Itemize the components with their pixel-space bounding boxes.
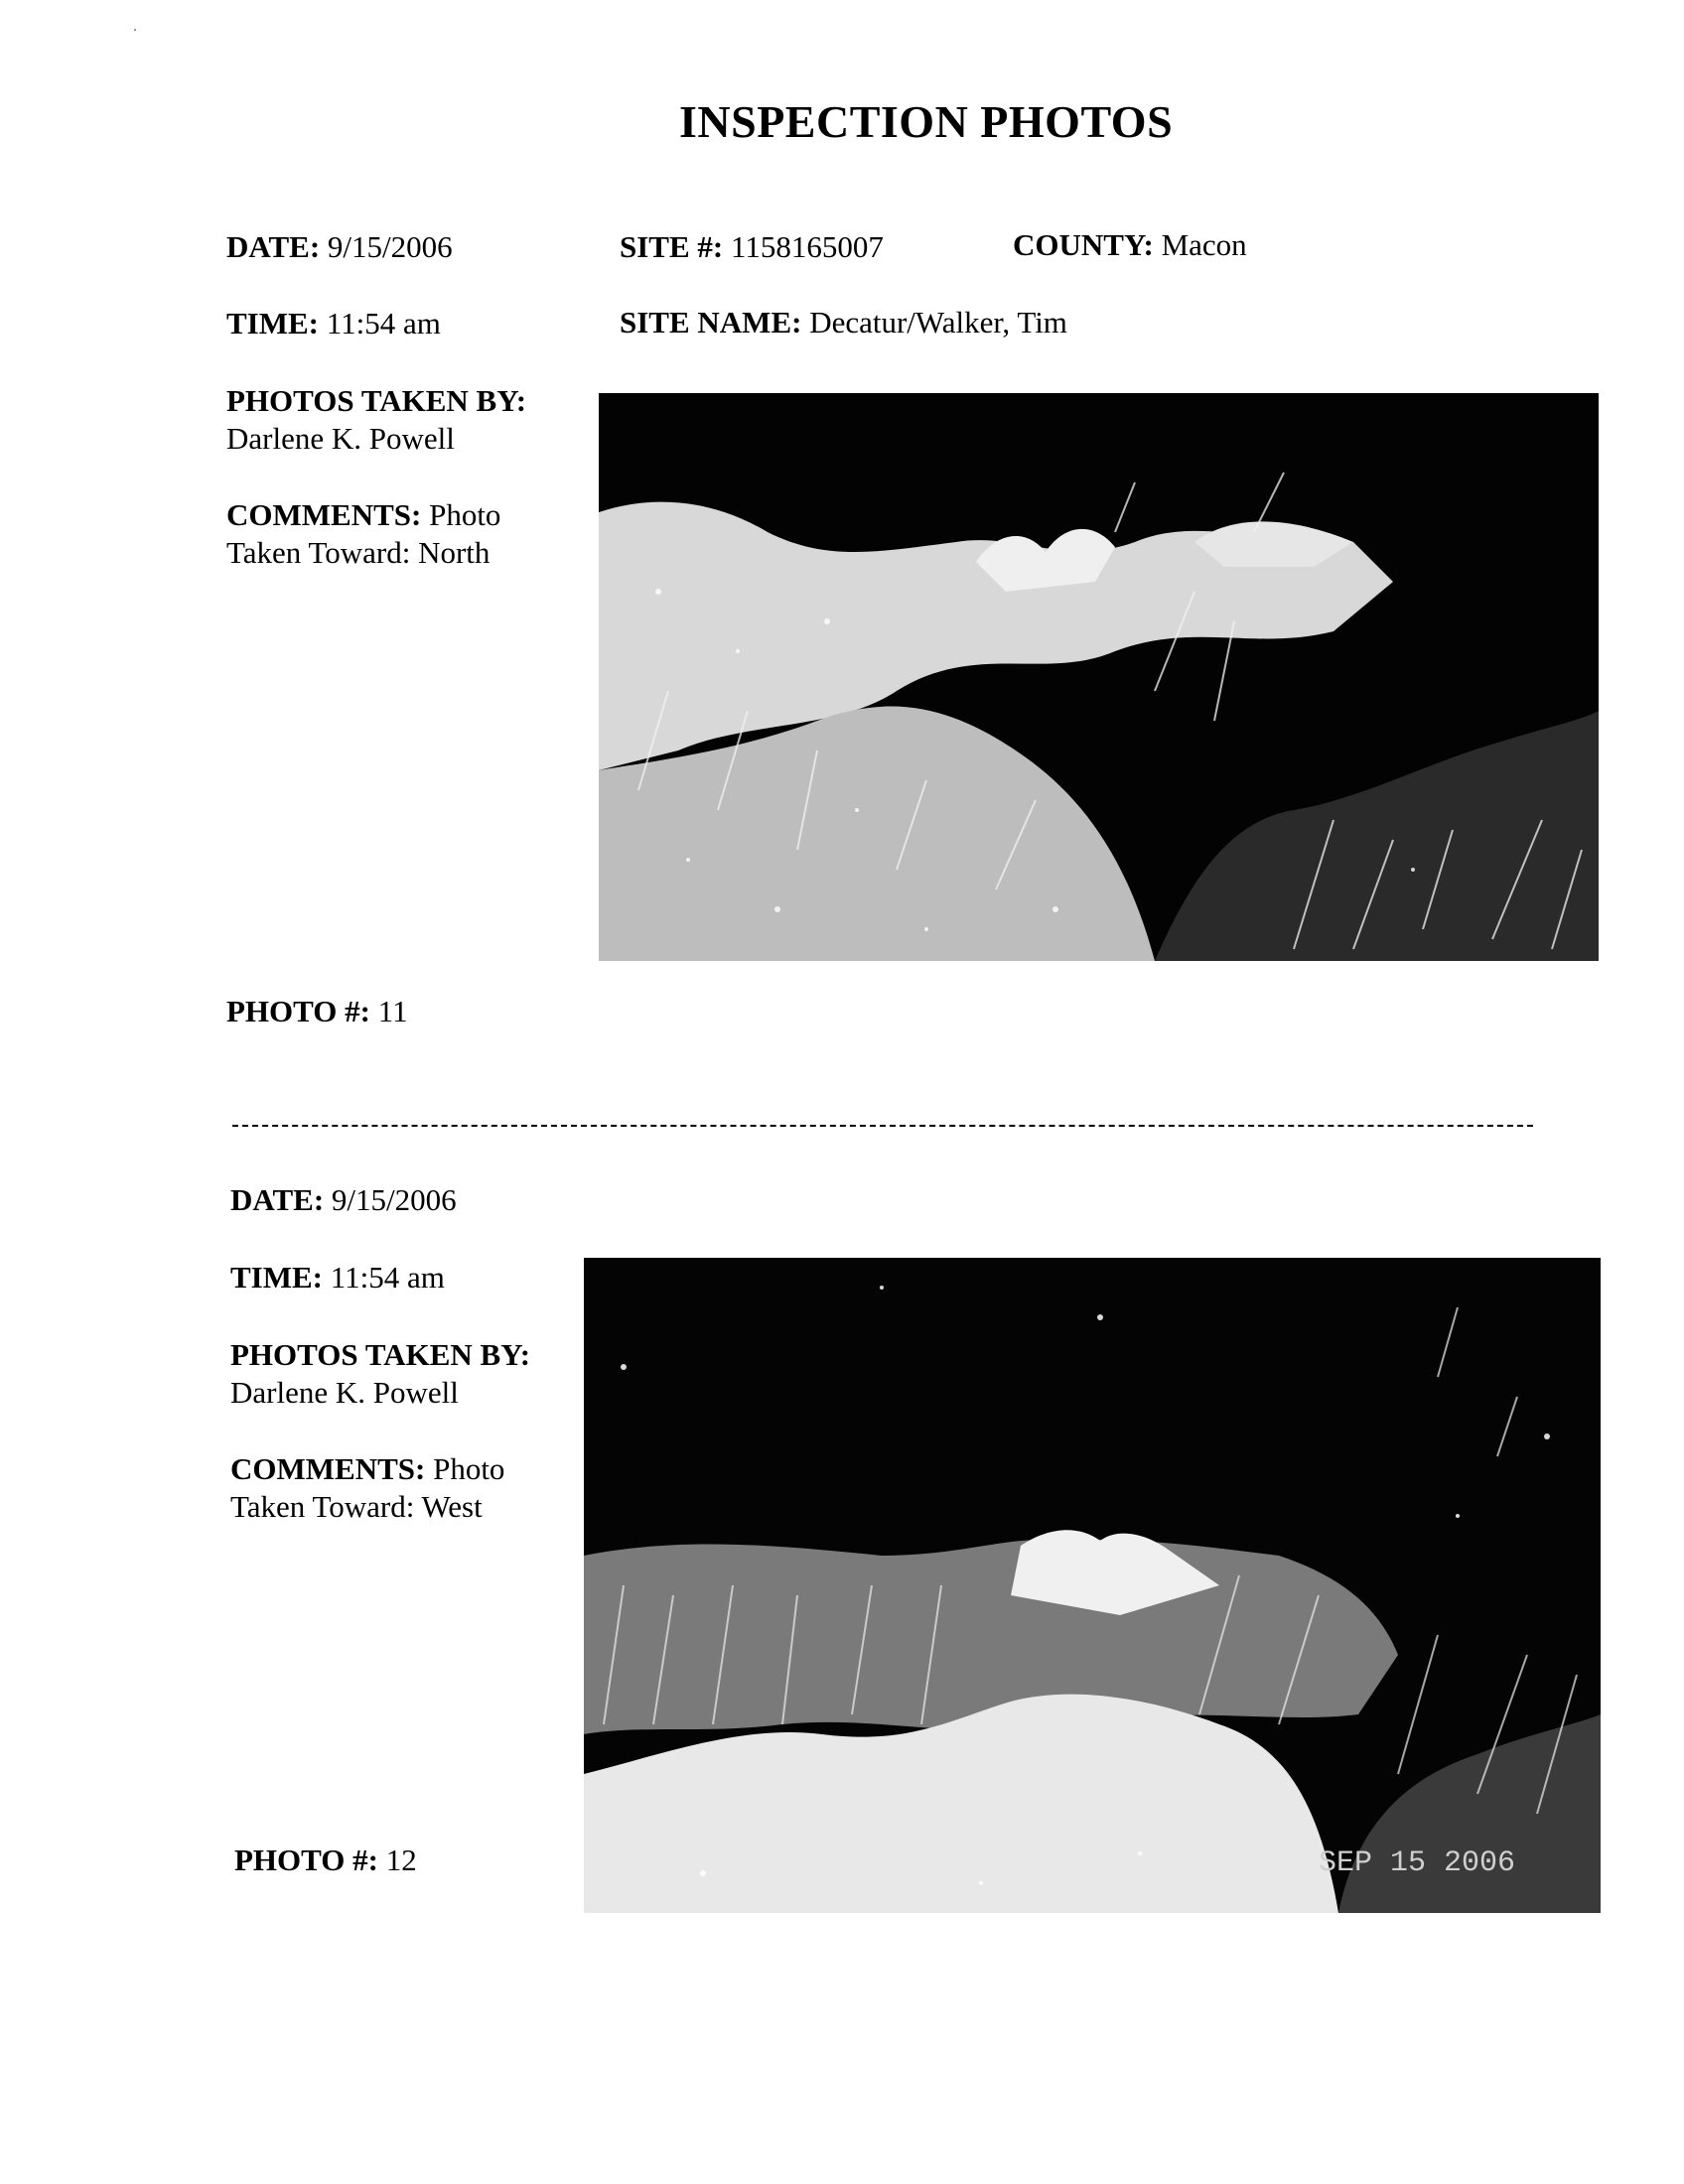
photos-taken-by-label: PHOTOS TAKEN BY: <box>226 383 527 418</box>
entry-1-time-row <box>226 305 441 342</box>
entry-2-time-row <box>230 1259 445 1297</box>
date-value: 9/15/2006 <box>327 229 453 264</box>
photos-taken-by-label: PHOTOS TAKEN BY: <box>230 1337 531 1372</box>
page-title: INSPECTION PHOTOS <box>679 96 1174 147</box>
entry-1-photo-number <box>226 993 408 1030</box>
entry-2-comments <box>230 1450 504 1526</box>
photographer-name: Darlene K. Powell <box>230 1375 459 1410</box>
photo-number-label: PHOTO #: <box>226 994 370 1028</box>
comments-label: COMMENTS: <box>230 1451 426 1486</box>
site-number-row <box>620 228 884 266</box>
photo-12-image <box>584 1258 1601 1913</box>
entry-2-photographer <box>230 1336 530 1412</box>
date-label: DATE: <box>230 1182 325 1217</box>
inspection-photo-11 <box>599 393 1599 961</box>
site-name-value: Decatur/Walker, Tim <box>809 305 1067 340</box>
entry-1-comments <box>226 496 500 572</box>
time-value: 11:54 am <box>326 306 441 341</box>
entry-2-date-row <box>230 1181 457 1219</box>
date-label: DATE: <box>226 229 321 264</box>
site-number-label: SITE #: <box>620 229 724 264</box>
scan-speck <box>134 29 136 31</box>
entry-1-date-row <box>226 228 453 266</box>
time-label: TIME: <box>226 306 319 341</box>
county-label: COUNTY: <box>1013 227 1154 262</box>
time-label: TIME: <box>230 1260 323 1295</box>
site-name-label: SITE NAME: <box>620 305 802 340</box>
photo-date-stamp: SEP 15 2006 <box>1319 1846 1516 1880</box>
comments-label: COMMENTS: <box>226 497 422 532</box>
site-number-value: 1158165007 <box>730 229 884 264</box>
time-value: 11:54 am <box>330 1260 445 1295</box>
date-value: 9/15/2006 <box>331 1182 457 1217</box>
photo-number-value: 12 <box>385 1843 417 1877</box>
section-divider <box>232 1125 1533 1127</box>
comment-line-2: Taken Toward: North <box>226 535 491 570</box>
comment-line-1: Photo <box>433 1451 505 1486</box>
site-name-row <box>620 304 1067 341</box>
photographer-name: Darlene K. Powell <box>226 421 455 456</box>
photo-number-value: 11 <box>377 994 408 1028</box>
county-value: Macon <box>1161 227 1247 262</box>
photo-number-label: PHOTO #: <box>234 1843 378 1877</box>
comment-line-2: Taken Toward: West <box>230 1489 483 1524</box>
comment-line-1: Photo <box>429 497 501 532</box>
inspection-photo-12 <box>584 1258 1601 1913</box>
entry-2-photo-number <box>234 1842 417 1879</box>
entry-1-photographer <box>226 382 526 458</box>
county-row <box>1013 226 1247 264</box>
photo-11-image <box>599 393 1599 961</box>
